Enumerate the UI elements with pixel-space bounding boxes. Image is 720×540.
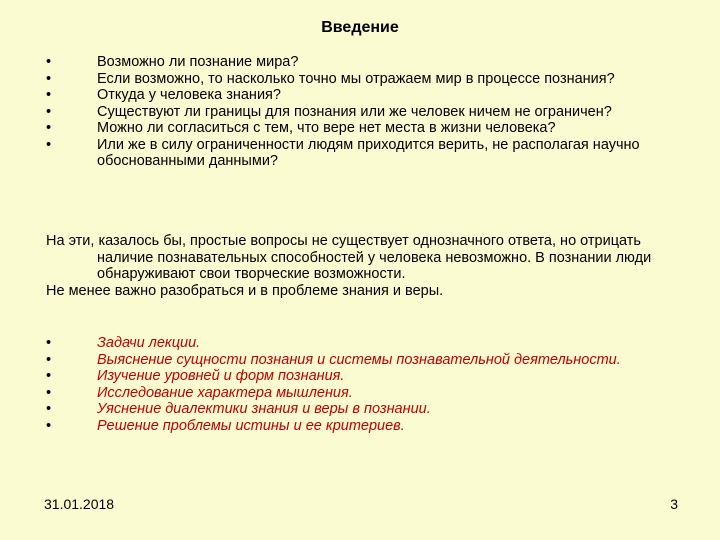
list-item <box>46 418 686 435</box>
bullet-icon: • <box>46 120 52 136</box>
questions-list <box>46 54 686 170</box>
bullet-icon: • <box>46 136 52 153</box>
page-number: 3 <box>670 496 678 512</box>
list-item <box>46 54 686 71</box>
bullet-icon: • <box>46 335 52 351</box>
task-text: Изучение уровней и форм познания. <box>97 368 345 384</box>
list-item <box>46 120 686 137</box>
bullet-icon: • <box>46 54 52 70</box>
bullet-icon: • <box>46 384 52 401</box>
lecture-tasks-list <box>46 335 686 434</box>
bullet-icon: • <box>46 87 52 103</box>
question-text: Можно ли согласиться с тем, что вере нет места в жизни человека? <box>97 120 556 136</box>
question-text: Откуда у человека знания? <box>97 87 281 103</box>
intro-paragraphs <box>46 233 696 299</box>
list-item <box>46 137 686 170</box>
footer-date: 31.01.2018 <box>44 496 115 512</box>
list-item <box>46 71 686 88</box>
paragraph-answer: На эти, казалось бы, простые вопросы не существует однозначного ответа, но отрицать наличие познавательных способностей у человека невозможно. В познании люди обнаруживают свои творческие возможности. <box>46 233 652 282</box>
slide-title: Введение <box>321 19 399 36</box>
list-item <box>46 104 686 121</box>
bullet-icon: • <box>46 401 52 417</box>
task-text: Исследование характера мышления. <box>97 384 353 401</box>
list-item <box>46 385 686 402</box>
task-text: Уяснение диалектики знания и веры в познании. <box>97 401 431 417</box>
task-text: Выяснение сущности познания и системы познавательной деятельности. <box>97 351 621 368</box>
task-text: Задачи лекции. <box>97 335 201 351</box>
question-text: Возможно ли познание мира? <box>97 54 299 70</box>
list-item <box>46 368 686 385</box>
list-item <box>46 335 686 352</box>
bullet-icon: • <box>46 417 52 434</box>
list-item <box>46 401 686 418</box>
question-text: Если возможно, то насколько точно мы отражаем мир в процессе познания? <box>97 70 615 87</box>
bullet-icon: • <box>46 351 52 368</box>
list-item <box>46 87 686 104</box>
bullet-icon: • <box>46 70 52 87</box>
task-text: Решение проблемы истины и ее критериев. <box>97 417 405 434</box>
bullet-icon: • <box>46 368 52 384</box>
paragraph-knowledge-faith: Не менее важно разобраться и в проблеме знания и веры. <box>46 282 444 299</box>
question-text: Существуют ли границы для познания или же человек ничем не ограничен? <box>97 103 612 120</box>
question-text: Или же в силу ограниченности людям приходится верить, не располагая научно обоснованными данными? <box>97 136 640 169</box>
bullet-icon: • <box>46 103 52 120</box>
list-item <box>46 352 686 369</box>
